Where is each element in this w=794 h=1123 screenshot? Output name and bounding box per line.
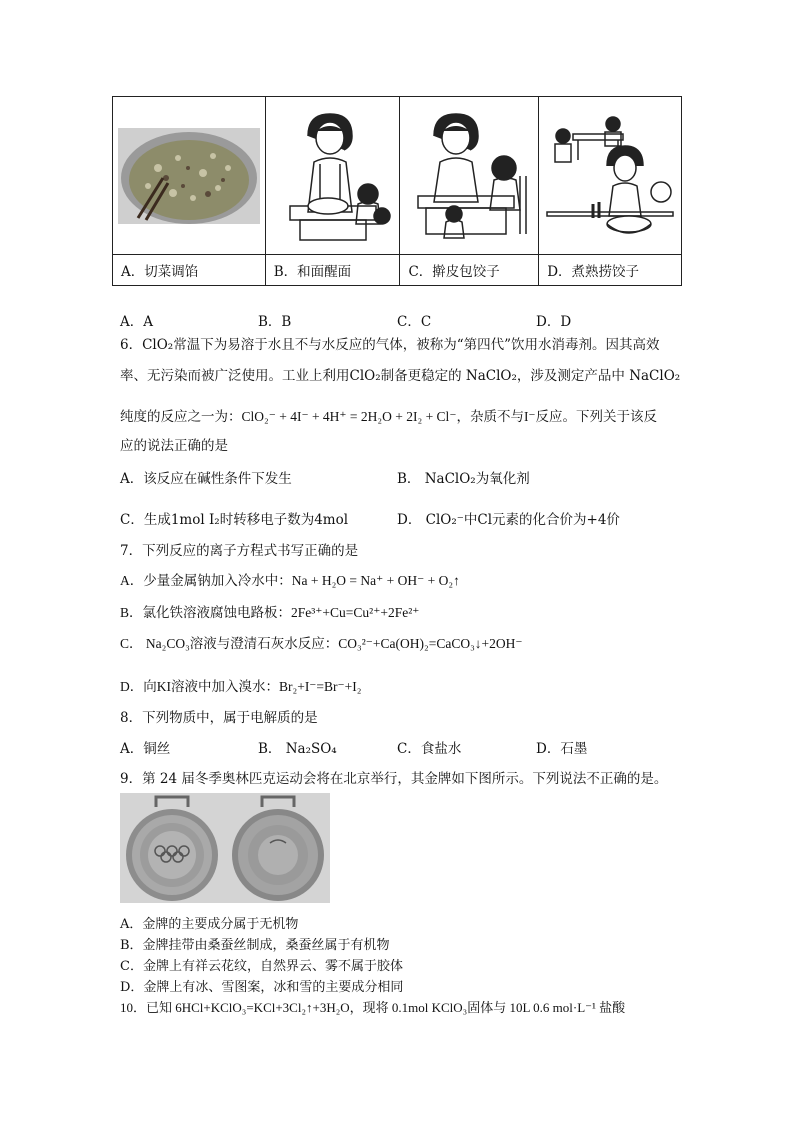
q8-option-c: C．食盐水	[397, 741, 462, 757]
q7-stem: 7．下列反应的离子方程式书写正确的是	[120, 543, 359, 559]
q5-option-b: B．B	[258, 314, 292, 330]
kneading-dough-illustration	[270, 106, 396, 246]
q8-option-b: B． Na₂SO₄	[258, 741, 337, 757]
q5-option-c: C．C	[397, 314, 432, 330]
q6-option-c: C．生成1mol I₂时转移电子数为4mol	[120, 512, 349, 528]
q7-option-b: B．氯化铁溶液腐蚀电路板：2Fe³⁺+Cu=Cu²⁺+2Fe²⁺	[120, 605, 420, 620]
q6-line-3: 纯度的反应之一为：ClO₂⁻ + 4I⁻ + 4H⁺ = 2H₂O + 2I₂ + Cl⁻，杂质不与I⁻反应。下列关于该反	[120, 409, 658, 424]
q6-line-1: 6．ClO₂常温下为易溶于水且不与水反应的气体，被称为“第四代”饮用水消毒剂。因其高效	[120, 337, 660, 353]
q9-option-c: C．金牌上有祥云花纹，自然界云、雾不属于胶体	[120, 959, 403, 974]
dumpling-filling-photo	[118, 128, 260, 224]
caption-d: D．煮熟捞饺子	[539, 255, 682, 286]
caption-c: C．擀皮包饺子	[400, 255, 539, 286]
q9-stem: 9．第 24 届冬季奥林匹克运动会将在北京举行，其金牌如下图所示。下列说法不正确的是。	[120, 771, 668, 787]
q5-option-d: D．D	[536, 314, 572, 330]
medal-icon	[120, 793, 330, 903]
cell-wrapping	[400, 97, 539, 255]
q6-line-2: 率、无污染而被广泛使用。工业上利用ClO₂制备更稳定的 NaClO₂，涉及测定产品中 NaClO₂	[120, 368, 681, 384]
wrapping-dumplings-illustration	[404, 106, 534, 246]
caption-b: B．和面醒面	[265, 255, 400, 286]
caption-a: A．切菜调馅	[113, 255, 266, 286]
q6-line-4: 应的说法正确的是	[120, 438, 228, 454]
q7-option-a: A．少量金属钠加入冷水中：Na + H₂O = Na⁺ + OH⁻ + O₂↑	[120, 573, 460, 588]
cell-photo-filling	[113, 97, 266, 255]
cell-cooking	[539, 97, 682, 255]
q7-option-d: D．向KI溶液中加入溴水：Br₂+I⁻=Br⁻+I₂	[120, 679, 362, 694]
olympic-medal-photo	[120, 793, 330, 903]
cell-kneading	[265, 97, 400, 255]
cooking-dumplings-illustration	[543, 106, 677, 246]
q6-option-a: A．该反应在碱性条件下发生	[120, 471, 292, 487]
q8-option-d: D．石墨	[536, 741, 588, 757]
q10-line-1: 10．已知 6HCl+KClO₃=KCl+3Cl₂↑+3H₂O，现将 0.1mol KClO₃固体与 10L 0.6 mol·L⁻¹ 盐酸	[120, 1000, 626, 1015]
q9-option-b: B．金牌挂带由桑蚕丝制成，桑蚕丝属于有机物	[120, 938, 390, 953]
q6-option-d: D． ClO₂⁻中Cl元素的化合价为+4价	[397, 512, 620, 528]
q7-option-c: C． Na₂CO₃溶液与澄清石灰水反应：CO₃²⁻+Ca(OH)₂=CaCO₃↓+2OH⁻	[120, 636, 523, 651]
q9-option-d: D．金牌上有冰、雪图案，冰和雪的主要成分相同	[120, 980, 404, 995]
q5-option-a: A．A	[120, 314, 153, 330]
q8-option-a: A．铜丝	[120, 741, 171, 757]
dumpling-steps-table	[112, 96, 682, 286]
q6-option-b: B． NaClO₂为氧化剂	[397, 471, 530, 487]
q8-stem: 8．下列物质中，属于电解质的是	[120, 710, 318, 726]
q9-option-a: A．金牌的主要成分属于无机物	[120, 917, 299, 932]
